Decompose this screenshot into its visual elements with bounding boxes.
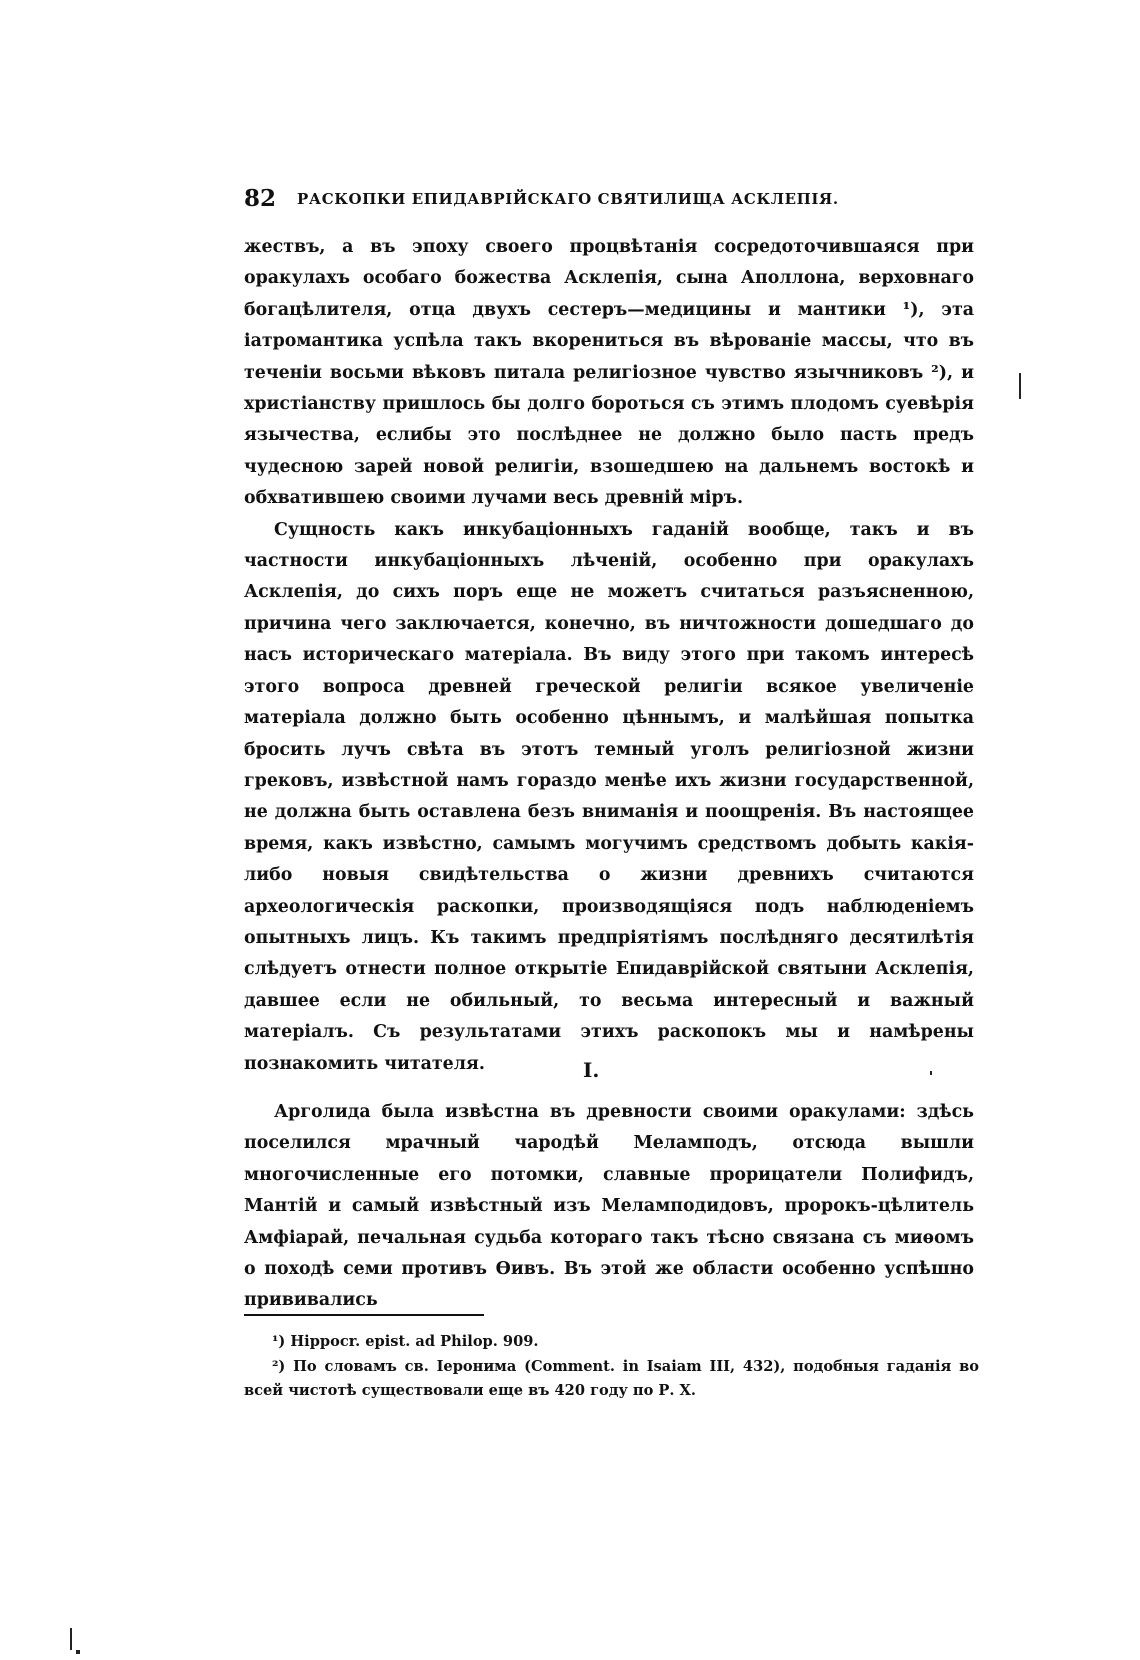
scan-speck: [1019, 373, 1021, 399]
scan-speck: [930, 1071, 932, 1075]
intro-text: [244, 232, 974, 1080]
scan-speck: [70, 1628, 72, 1650]
running-head: [244, 185, 978, 215]
footnote-1: ¹) Hippocr. epist. ad Philop. 909.: [272, 1333, 539, 1350]
paragraph-essence: Сущность какъ инкубаціонныхъ гаданій вообще, такъ и въ частности инкубаціонныхъ лѣченій, особенно при оракулахъ Асклепія, до сихъ поръ еще не можетъ считаться разъясненною, причина чего заключается, конечно, въ ничтожности дошедшаго до насъ историческаго матеріала. Въ виду этого при такомъ интересѣ этого вопроса древней греческой религіи всякое увеличеніе матеріала должно быть особенно цѣннымъ, и малѣйшая попытка бросить лучъ свѣта въ этотъ темный уголъ религіозной жизни грековъ, извѣстной намъ гораздо менѣе ихъ жизни государственной, не должна быть оставлена безъ вниманія и поощренія. Въ настоящее время, какъ извѣстно, самымъ могучимъ средствомъ добыть какія-либо новыя свидѣтельства о жизни древнихъ считаются археологическія раскопки, производящіяся подъ наблюденіемъ опытныхъ лицъ. Къ такимъ предпріятіямъ послѣдняго десятилѣтія слѣдуетъ отнести полное открытіе Епидаврійской святыни Асклепія, давшее если не обильный, то весьма интересный и важный матеріалъ. Съ результатами этихъ раскопокъ мы и намѣрены познакомить читателя.: [244, 519, 974, 1074]
scan-speck: [76, 1650, 80, 1654]
section-heading: I.: [583, 1058, 600, 1082]
footnote-2: ²) По словамъ св. Іеронима (Comment. in Isaiam III, 432), подобныя гаданія во всей чистотѣ существовали еще въ 420 году по Р. Х.: [244, 1357, 979, 1399]
footnotes: [244, 1330, 979, 1404]
running-title: РАСКОПКИ ЕПИДАВРІЙСКАГО СВЯТИЛИЩА АСКЛЕПІЯ.: [297, 190, 839, 208]
paragraph-argolis: Арголида была извѣстна въ древности своими оракулами: здѣсь поселился мрачный чародѣй Меламподъ, отсюда вышли многочисленные его потомки, славные прорицатели Полифидъ, Мантій и самый извѣстный изъ Меламподидовъ, пророкъ-цѣлитель Амфіарай, печальная судьба котораго такъ тѣсно связана съ миѳомъ о походѣ семи противъ Ѳивъ. Въ этой же области особенно успѣшно прививались: [244, 1102, 974, 1311]
section-text: [244, 1097, 974, 1317]
footnote-divider: [244, 1314, 484, 1316]
page-number: 82: [244, 185, 277, 212]
paragraph-continued: жествъ, а въ эпоху своего процвѣтанія сосредоточившаяся при оракулахъ особаго божества Асклепія, сына Аполлона, верховнаго богацѣлителя, отца двухъ сестеръ—медицины и мантики ¹), эта іатромантика успѣла такъ вкорениться въ вѣрованіе массы, что въ теченіи восьми вѣковъ питала религіозное чувство язычниковъ ²), и христіанству пришлось бы долго бороться съ этимъ плодомъ суевѣрія язычества, еслибы это послѣднее не должно было пасть предъ чудесною зарей новой религіи, взошедшею на дальнемъ востокѣ и обхватившею своими лучами весь древній міръ.: [244, 237, 974, 509]
